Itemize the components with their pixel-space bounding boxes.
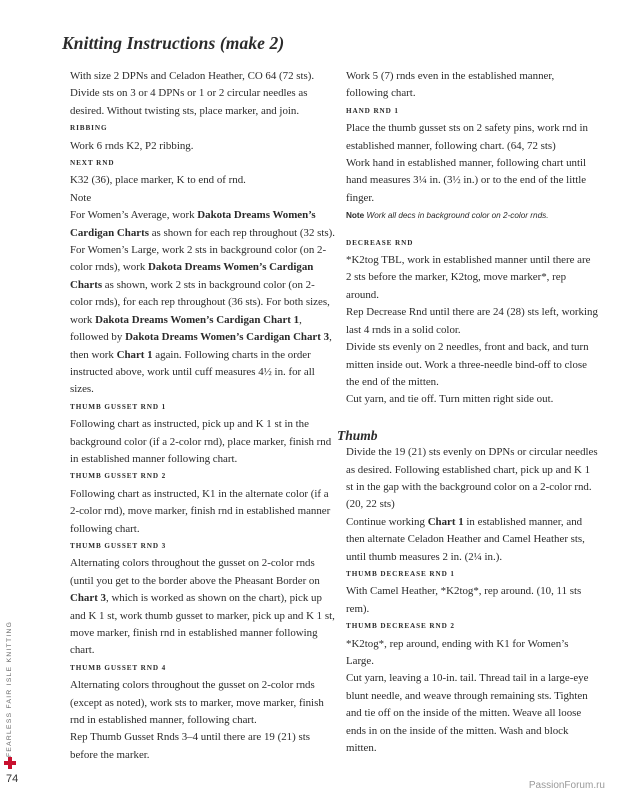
spacer (346, 225, 598, 235)
paragraph: Work hand in established manner, following chart until hand measures 3¼ in. (3½ in.) or to the end of the little finger. (346, 157, 587, 204)
section-heading: THUMB GUSSET RND 2 (70, 472, 167, 481)
section-heading: RIBBING (70, 124, 108, 133)
page-title: Knitting Instructions (make 2) (62, 33, 285, 53)
left-column (70, 68, 336, 764)
paragraph: Following chart as instructed, K1 in the alternate color (if a 2-color rnd), move marker, finish rnd in established manner following chart. (70, 487, 331, 535)
paragraph: *K2tog*, rep around, ending with K1 for Women’s Large. (346, 637, 569, 667)
paragraph: Continue working Chart 1 in established manner, and then alternate Celadon Heather and Camel Heather sts, until thumb measures 2 in. (2¼ in.). (346, 515, 585, 563)
paragraph: Work 5 (7) rnds even in the established manner, following chart. (346, 70, 555, 100)
running-head: FEARLESS FAIR ISLE KNITTING (6, 620, 13, 757)
section-heading: DECREASE RND (346, 238, 414, 247)
section-heading: THUMB DECREASE RND 1 (346, 569, 455, 578)
paragraph: Divide sts evenly on 2 needles, front and back, and turn mitten inside out. Work a three-needle bind-off to close the end of the mitten. (346, 341, 589, 388)
section-heading: HAND RND 1 (346, 106, 399, 115)
paragraph: Rep Thumb Gusset Rnds 3–4 until there are 19 (21) sts before the marker. (70, 731, 310, 761)
page-number: 74 (6, 773, 19, 785)
section-heading: THUMB GUSSET RND 1 (70, 402, 167, 411)
paragraph: K32 (36), place marker, K to end of rnd. (70, 174, 246, 187)
paragraph: With Camel Heather, *K2tog*, rep around. (10, 11 sts rem). (346, 585, 582, 615)
red-cross-icon (4, 757, 16, 769)
paragraph: Divide the 19 (21) sts evenly on DPNs or circular needles as desired. Following established chart, pick up and K 1 st in the gap with the background color on a 2-color rnd. (20, 22 sts) (346, 446, 598, 511)
right-column (337, 68, 598, 757)
note-label: Note (70, 191, 92, 204)
paragraph: *K2tog TBL, work in established manner until there are 2 sts before the marker, K2tog, move marker*, rep around. (346, 254, 591, 301)
paragraph: Alternating colors throughout the gusset on 2-color rnds (except as noted), work sts to marker, move marker, finish rnd in established manner, following chart. (70, 679, 324, 727)
thumb-section-title: Thumb (337, 427, 378, 443)
section-heading: THUMB DECREASE RND 2 (346, 622, 455, 631)
paragraph: Following chart as instructed, pick up and K 1 st in the background color (if a 2-color rnd), place marker, finish rnd in established manner following chart. (70, 418, 332, 465)
paragraph: Alternating colors throughout the gusset on 2-color rnds (until you get to the border above the Pheasant Border on Chart 3, which is worked as shown on the chart), pick up and K 1 st, work thumb gusset to marker, pick up and K 1 st, move marker, finish rnd in established manner following chart. (70, 557, 335, 657)
paragraph: Place the thumb gusset sts on 2 safety pins, work rnd in established manner, following chart. (64, 72 sts) (346, 122, 588, 152)
paragraph: Cut yarn, leaving a 10-in. tail. Thread tail in a large-eye blunt needle, and weave through remaining sts. Tighten and tie off on the inside of the mitten. Weave all loose ends in on the inside of the mitten. Wash and block mitten. (346, 672, 589, 755)
paragraph: With size 2 DPNs and Celadon Heather, CO 64 (72 sts). Divide sts on 3 or 4 DPNs or 1 or 2 circular needles as desired. Without twisting sts, place marker, and join. (70, 70, 315, 117)
paragraph: Cut yarn, and tie off. Turn mitten right side out. (346, 393, 554, 406)
paragraph: Work 6 rnds K2, P2 ribbing. (70, 139, 194, 152)
section-heading: THUMB GUSSET RND 3 (70, 541, 167, 550)
watermark: PassionForum.ru (528, 780, 605, 791)
spacer (346, 409, 598, 425)
note-line: Note Work all decs in background color on 2-color rnds. (346, 211, 549, 221)
section-heading: NEXT RND (70, 159, 115, 168)
paragraph: Rep Decrease Rnd until there are 24 (28) sts left, working last 4 rnds in a solid color. (346, 306, 598, 336)
section-heading: THUMB GUSSET RND 4 (70, 663, 167, 672)
note-paragraph: For Women’s Average, work Dakota Dreams Women’s Cardigan Charts as shown for each rep throughout (32 sts). For Women’s Large, work 2 sts in background color (on 2-color rnds), work Dakota Dreams Women’s Cardigan Charts as shown, work 2 sts in background color (on 2-color rnds), for each rep throughout (36 sts). For both sizes, work Dakota Dreams Women’s Cardigan Chart 1, followed by Dakota Dreams Women’s Cardigan Chart 3, then work Chart 1 again. Following charts in the order instructed above, work until cuff measures 4½ in. for all sizes. (70, 209, 335, 396)
